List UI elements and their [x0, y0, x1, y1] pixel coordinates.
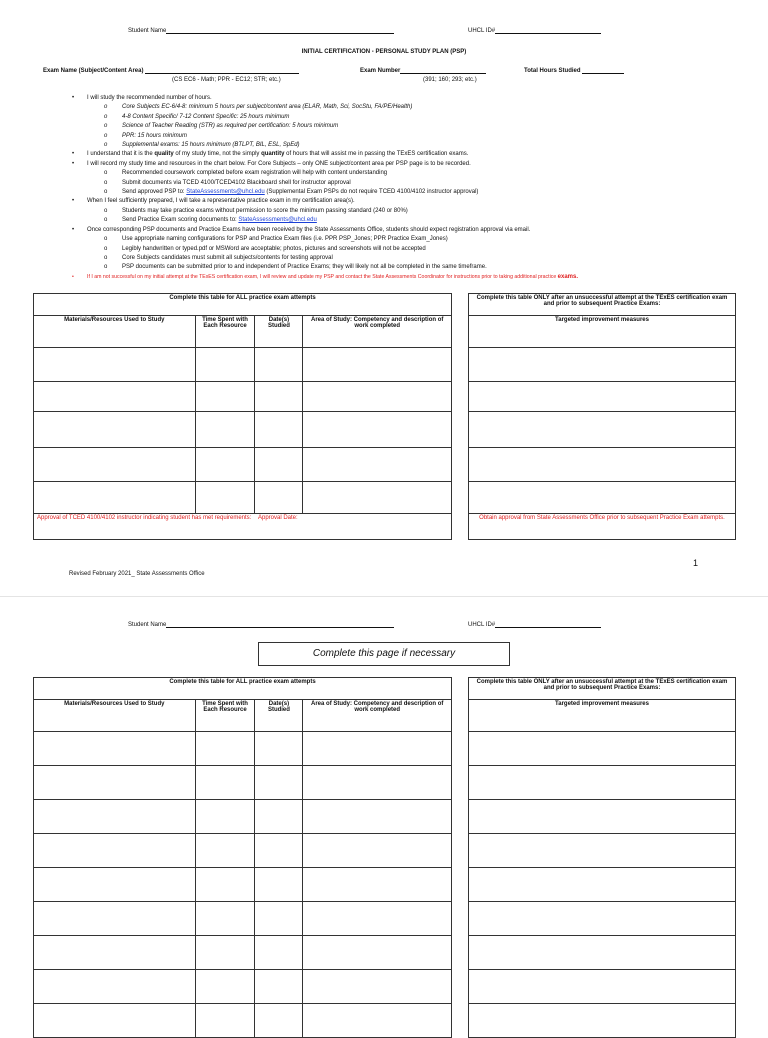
- exam-number-label: Exam Number: [360, 68, 401, 74]
- practice-attempts-table: [33, 677, 452, 1038]
- circle-bullet-icon: o: [104, 245, 108, 252]
- bullet-icon: •: [72, 226, 75, 233]
- student-name-field[interactable]: [166, 33, 394, 34]
- table-row: [34, 412, 452, 448]
- table-row: [469, 382, 736, 412]
- table-row: [469, 902, 736, 936]
- table-row: [469, 766, 736, 800]
- total-hours-label: Total Hours Studied: [524, 68, 581, 74]
- column-header: Targeted improvement measures: [469, 316, 736, 348]
- instructions: [0, 94, 768, 282]
- list-item: • I understand that it is the quality of my study time, not the simply quantity of hours that will assist me in passing the TExES certification exams.: [0, 150, 768, 159]
- table-row: [469, 936, 736, 970]
- table-title: Complete this table ONLY after an unsuccessful attempt at the TExES certification exam and prior to subsequent Practice Exams:: [469, 678, 736, 700]
- exam-number-hint: (391; 160; 293; etc.): [423, 77, 477, 83]
- table-row: [469, 412, 736, 448]
- column-header: Materials/Resources Used to Study: [34, 316, 196, 348]
- circle-bullet-icon: o: [104, 236, 108, 243]
- list-item: o Supplemental exams: 15 hours minimum (BTLPT, BIL, ESL, SpEd): [0, 141, 768, 150]
- student-name-field[interactable]: [166, 627, 394, 628]
- list-item: • If I am not successful on my initial attempt at the TExES certification exam, I will review and update my PSP and contact the State Assessments Coordinator for instructions prior to taking additional practice exams.: [0, 273, 768, 282]
- bullet-icon: •: [72, 95, 75, 101]
- table-row: [469, 970, 736, 1004]
- column-header: Materials/Resources Used to Study: [34, 700, 196, 732]
- approval-date: Approval Date:: [255, 514, 452, 540]
- table-row: [469, 868, 736, 902]
- list-item: o Submit documents via TCED 4100/TCED4102 Blackboard shell for instructor approval: [0, 179, 768, 188]
- list-item: o Core Subjects candidates must submit all subjects/contents for testing approval: [0, 254, 768, 263]
- circle-bullet-icon: o: [104, 254, 108, 261]
- circle-bullet-icon: o: [104, 123, 108, 130]
- column-header: Area of Study: Competency and description of work completed: [303, 316, 452, 348]
- approval-signature: Approval of TCED 4100/4102 instructor indicating student has met requirements:: [34, 514, 255, 540]
- exam-name-label: Exam Name (Subject/Content Area): [43, 68, 144, 74]
- student-name-row: [128, 28, 394, 34]
- uhcl-id-row: [468, 622, 601, 628]
- list-item: o PSP documents can be submitted prior to and independent of Practice Exams; they will likely not all be completed in the same timeframe.: [0, 263, 768, 272]
- list-item: • I will record my study time and resources in the chart below. For Core Subjects – only ONE subject/content area per PSP page is to be recorded.: [0, 160, 768, 169]
- improvement-table: [468, 677, 736, 1038]
- uhcl-id-field[interactable]: [495, 33, 601, 34]
- improvement-table: [468, 293, 736, 540]
- table-row: [469, 1004, 736, 1038]
- table-row: [34, 868, 452, 902]
- student-name-label: Student Name: [128, 622, 167, 628]
- table-title: Complete this table for ALL practice exam attempts: [34, 294, 452, 316]
- list-item: o Science of Teacher Reading (STR) as required per certification: 5 hours minimum: [0, 122, 768, 131]
- student-name-row: [128, 622, 394, 628]
- table-row: [34, 970, 452, 1004]
- list-item: o Core Subjects EC-6/4-8: minimum 5 hours per subject/content area (ELAR, Math, Sci, SocStu, FA/PE/Health): [0, 103, 768, 112]
- exam-name-field[interactable]: [145, 73, 299, 74]
- table-title: Complete this table for ALL practice exam attempts: [34, 678, 452, 700]
- uhcl-id-field[interactable]: [495, 627, 601, 628]
- column-header: Date(s) Studied: [255, 316, 303, 348]
- table-row: [469, 834, 736, 868]
- circle-bullet-icon: o: [104, 179, 108, 186]
- list-item: • I will study the recommended number of hours.: [0, 94, 768, 103]
- bullet-icon: •: [72, 151, 75, 158]
- list-item: o PPR: 15 hours minimum: [0, 132, 768, 141]
- uhcl-id-row: [468, 28, 601, 34]
- doc-title: INITIAL CERTIFICATION - PERSONAL STUDY PLAN (PSP): [301, 49, 467, 55]
- table-row: [469, 732, 736, 766]
- table-title: Complete this table ONLY after an unsuccessful attempt at the TExES certification exam and prior to subsequent Practice Exams:: [469, 294, 736, 316]
- table-row: [34, 732, 452, 766]
- exam-number-field[interactable]: [400, 73, 486, 74]
- table-row: [469, 348, 736, 382]
- table-row: [34, 766, 452, 800]
- bullet-icon: •: [72, 160, 75, 167]
- circle-bullet-icon: o: [104, 189, 108, 196]
- list-item: o Send approved PSP to: StateAssessments@uhcl.edu (Supplemental Exam PSPs do not require TCED 4100/4102 instructor approval): [0, 188, 768, 197]
- list-item: • Once corresponding PSP documents and Practice Exams have been received by the State Assessments Office, students should expect registration approval via email.: [0, 226, 768, 235]
- page-banner: Complete this page if necessary: [258, 642, 510, 666]
- circle-bullet-icon: o: [104, 217, 108, 224]
- total-hours-field[interactable]: [582, 73, 624, 74]
- student-name-label: Student Name: [128, 28, 167, 34]
- circle-bullet-icon: o: [104, 142, 108, 149]
- page-divider: [0, 596, 768, 611]
- column-header: Area of Study: Competency and description of work completed: [303, 700, 452, 732]
- circle-bullet-icon: o: [104, 104, 108, 111]
- bullet-icon: •: [72, 198, 75, 205]
- uhcl-id-label: UHCL ID#: [468, 28, 496, 34]
- table-row: [469, 800, 736, 834]
- table-row: [34, 348, 452, 382]
- total-hours-row: [524, 68, 624, 74]
- list-item: o Students may take practice exams without permission to score the minimum passing standard (240 or 80%): [0, 207, 768, 216]
- table-row: [34, 800, 452, 834]
- table-row: [34, 834, 452, 868]
- table-row: [469, 448, 736, 482]
- table-row: [34, 902, 452, 936]
- practice-attempts-table: [33, 293, 452, 540]
- list-item: • When I feel sufficiently prepared, I will take a representative practice exam in my certification area(s).: [0, 197, 768, 206]
- table-row: [34, 448, 452, 482]
- page-number: 1: [693, 558, 699, 568]
- email-link[interactable]: StateAssessments@uhcl.edu: [186, 189, 265, 196]
- exam-number-row: [360, 68, 486, 74]
- list-item: o Legibly handwritten or typed.pdf or MSWord are acceptable; photos, pictures and screenshots will not be accepted: [0, 245, 768, 254]
- list-item: o Recommended coursework completed before exam registration will help with content understanding: [0, 169, 768, 178]
- exam-name-row: [43, 68, 299, 74]
- table-row: [34, 1004, 452, 1038]
- table-row: [34, 936, 452, 970]
- column-header: Date(s) Studied: [255, 700, 303, 732]
- list-item: o Send Practice Exam scoring documents to: StateAssessments@uhcl.edu: [0, 216, 768, 225]
- table-row: [469, 482, 736, 514]
- circle-bullet-icon: o: [104, 113, 108, 120]
- table-row: [34, 382, 452, 412]
- column-header: Time Spent with Each Resource: [195, 316, 255, 348]
- list-item: o Use appropriate naming configurations for PSP and Practice Exam files (i.e. PPR PSP_Jones; PPR Practice Exam_Jones): [0, 235, 768, 244]
- circle-bullet-icon: o: [104, 170, 108, 177]
- circle-bullet-icon: o: [104, 264, 108, 271]
- circle-bullet-icon: o: [104, 207, 108, 214]
- circle-bullet-icon: o: [104, 132, 108, 139]
- column-header: Time Spent with Each Resource: [195, 700, 255, 732]
- email-link[interactable]: StateAssessments@uhcl.edu: [238, 217, 317, 224]
- bullet-icon: •: [72, 273, 74, 280]
- uhcl-id-label: UHCL ID#: [468, 622, 496, 628]
- column-header: Targeted improvement measures: [469, 700, 736, 732]
- approval-note: Obtain approval from State Assessments Office prior to subsequent Practice Exam attempts.: [469, 514, 736, 540]
- list-item: o 4-8 Content Specific/ 7-12 Content Specific: 25 hours minimum: [0, 113, 768, 122]
- exam-name-hint: (CS EC6 - Math; PPR - EC12; STR; etc.): [172, 77, 281, 83]
- table-row: [34, 482, 452, 514]
- revised-note: Revised February 2021_ State Assessments Office: [69, 571, 205, 577]
